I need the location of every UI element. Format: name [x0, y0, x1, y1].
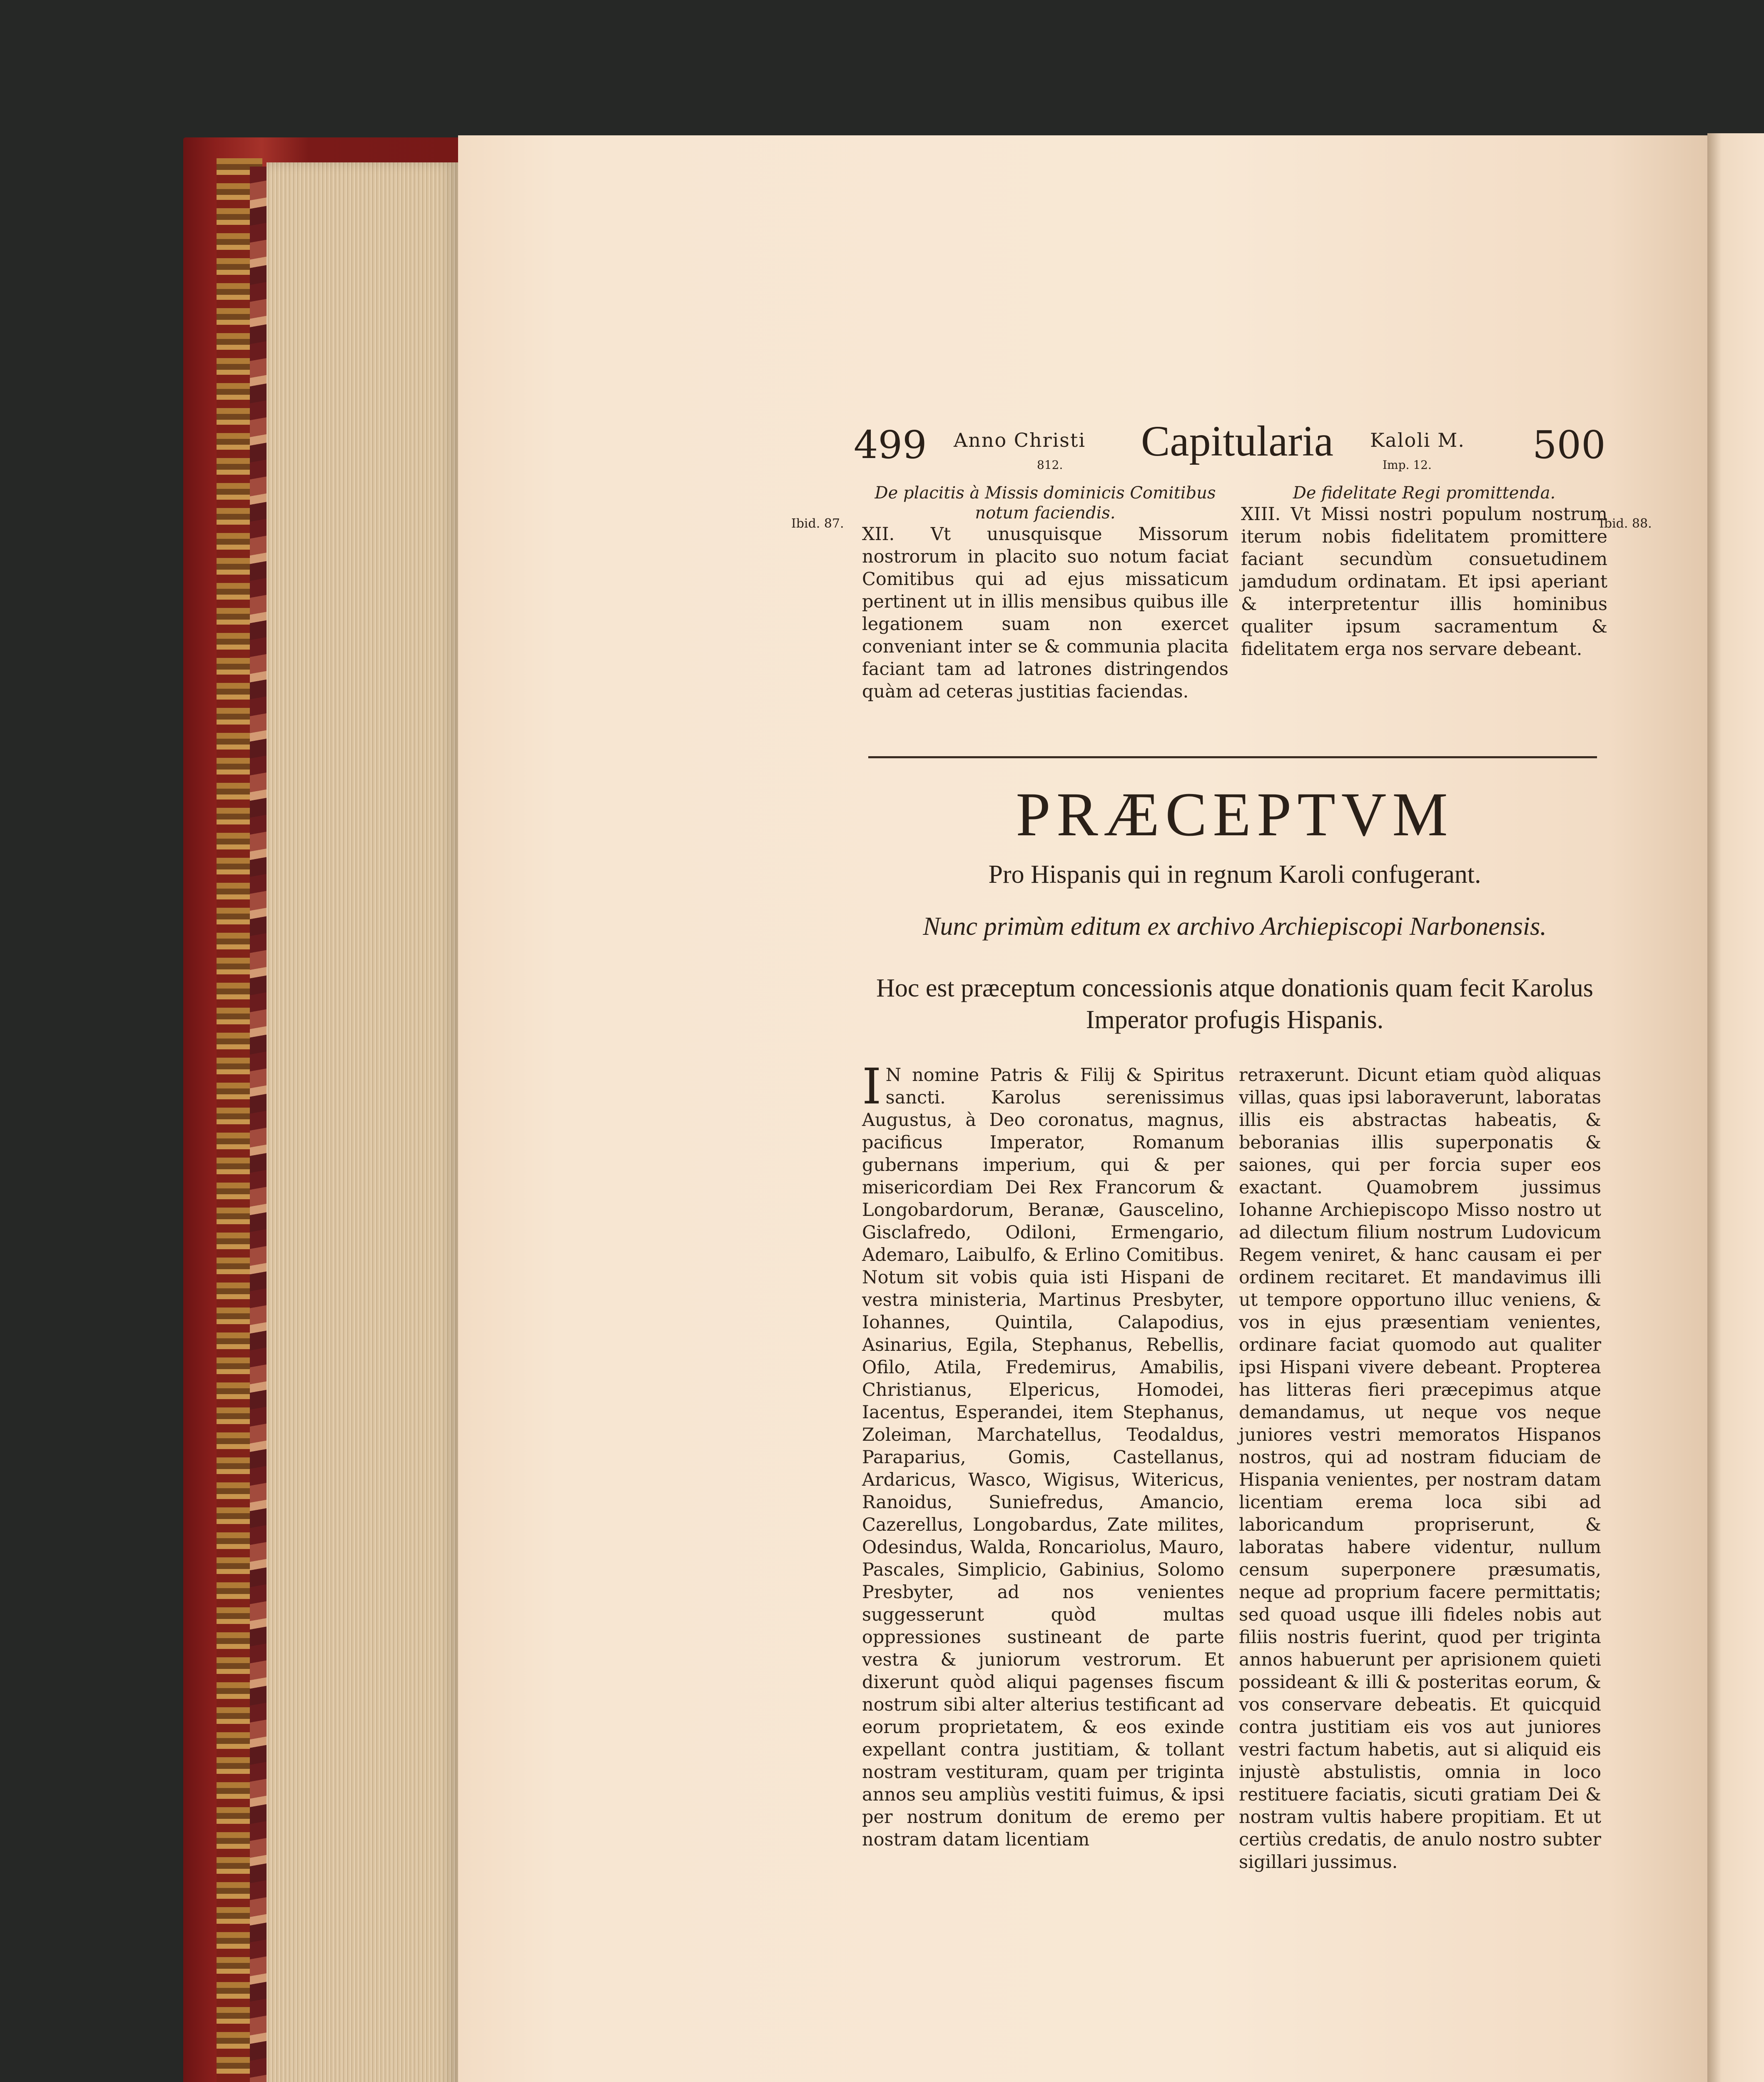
running-head-imp-year: Imp. 12.: [1383, 458, 1432, 472]
side-reference-left: Ibid. 87.: [791, 516, 844, 531]
page-number-right: 500: [1532, 423, 1606, 467]
section-title: PRÆCEPTVM: [1016, 780, 1454, 849]
intro-statement: Hoc est præceptum concessionis atque donationis quam fecit Karolus Imperator profugis Hispanis.: [876, 974, 1593, 1034]
side-reference-right: Ibid. 88.: [1599, 516, 1652, 531]
capitulum-xiii: [1241, 483, 1607, 660]
edition-note: Nunc primùm editum ex archivo Archiepiscopi Narbonensis.: [923, 912, 1547, 941]
body-left-text: N nomine Patris & Filij & Spiritus sancti. Karolus serenissimus Augustus, à Deo coronatus, magnus, pacificus Imperator, Romanum gubernans imperium, qui & per misericordiam Dei Rex Francorum & Longobardorum, Beranæ, Gauscelino, Gisclafredo, Odiloni, Ermengario, Ademaro, Laibulfo, & Erlino Comitibus. Notum sit vobis quia isti Hispani de vestra ministeria, Martinus Presbyter, Iohannes, Quintila, Calapodius, Asinarius, Egila, Stephanus, Rebellis, Ofilo, Atila, Fredemirus, Amabilis, Christianus, Elpericus, Homodei, Iacentus, Esperandei, item Stephanus, Zoleiman, Marchatellus, Teodaldus, Paraparius, Gomis, Castellanus, Ardaricus, Wasco, Wigisus, Witericus, Ranoidus, Suniefredus, Amancio, Cazerellus, Longobardus, Zate milites, Odesindus, Walda, Roncariolus, Mauro, Pascales, Simplicio, Gabinius, Solomo Presbyter, ad nos venientes suggesserunt quòd multas oppressiones sustineant de parte vestra & juniorum vestrorum. Et dixerunt quòd aliqui pagenses fiscum nostrum sibi alter alterius testificant ad eorum proprietatem, & eos exinde expellant contra justitiam, & tollant nostram vestituram, quam per triginta annos seu ampliùs vestiti fuimus, & ipsi per nostrum donitum de eremo per nostram datam licentiam: [862, 1065, 1224, 1850]
running-head-year: 812.: [1037, 458, 1063, 472]
section-divider: [868, 756, 1597, 758]
running-head-karoli: Kaloli M.: [1370, 429, 1465, 451]
capitulum-xii-heading-2: notum faciendis.: [975, 503, 1116, 523]
running-title: Capitularia: [1141, 417, 1334, 465]
capitulum-xii-heading-1: De placitis à Missis dominicis Comitibus: [875, 483, 1216, 503]
drop-cap: I: [862, 1058, 882, 1115]
section-subtitle: Pro Hispanis qui in regnum Karoli confugerant.: [988, 860, 1481, 889]
running-head-anno: Anno Christi: [954, 429, 1086, 451]
facing-page-edge: [1707, 133, 1764, 2082]
body-right-text: retraxerunt. Dicunt etiam quòd aliquas villas, quas ipsi laboraverunt, laboratas illis eis abstractas habeatis, & beboranias illis superponatis & saiones, qui per forcia super eos exactant. Quamobrem jussimus Iohanne Archiepiscopo Misso nostro ut ad dilectum filium nostrum Ludovicum Regem veniret, & hanc causam ei per ordinem recitaret. Et mandavimus illi ut tempore opportuno illuc veniens, & vos in ejus præsentiam venientes, ordinare faciat quomodo aut qualiter ipsi Hispani vivere debeant. Propterea has litteras fieri præcepimus atque demandamus, ut neque vos neque juniores vestri memoratos Hispanos nostros, qui ad nostram fiduciam de Hispania venientes, per nostram datam licentiam erema loca sibi ad laboricandum propriserunt, & laboratas habere videntur, nullum censum superponere præsumatis, neque ad proprium facere permittatis; sed quoad usque illi fideles nobis aut filiis nostris fuerint, quod per triginta annos habuerunt per aprisionem quieti possideant & illi & posteritas eorum, & vos conservare debeatis. Et quicquid contra justitiam eis vos aut juniores vestri factum habetis, aut si aliquid eis injustè abstulistis, omnia in loco restituere faciatis, sicuti gratiam Dei & nostram vultis habere propitiam. Et ut certiùs credatis, de anulo nostro subter sigillari jussimus.: [1239, 1065, 1601, 1873]
capitulum-xiii-text: XIII. Vt Missi nostri populum nostrum iterum nobis fidelitatem promittere faciant secundùm consuetudinem jamdudum ordinatam. Et ipsi aperiant & interpretentur illis hominibus qualiter ipsum sacramentum & fidelitatem erga nos servare debeant.: [1241, 504, 1607, 660]
capitulum-xiii-heading: De fidelitate Regi promittenda.: [1293, 483, 1556, 503]
body-column-right: [1239, 1064, 1601, 1873]
page-number-left: 499: [854, 423, 927, 467]
page-edges: [267, 162, 458, 2082]
body-column-left: [862, 1058, 1224, 1851]
capitulum-xii: [862, 483, 1228, 703]
capitulum-xii-text: XII. Vt unusquisque Missorum nostrorum in placito suo notum faciat Comitibus qui ad ejus missaticum pertinent ut in illis mensibus quibus ille legationem suam non exercet conveniant inter se & communia placita faciant tam ad latrones distringendos quàm ad ceteras justitias faciendas.: [862, 524, 1228, 702]
